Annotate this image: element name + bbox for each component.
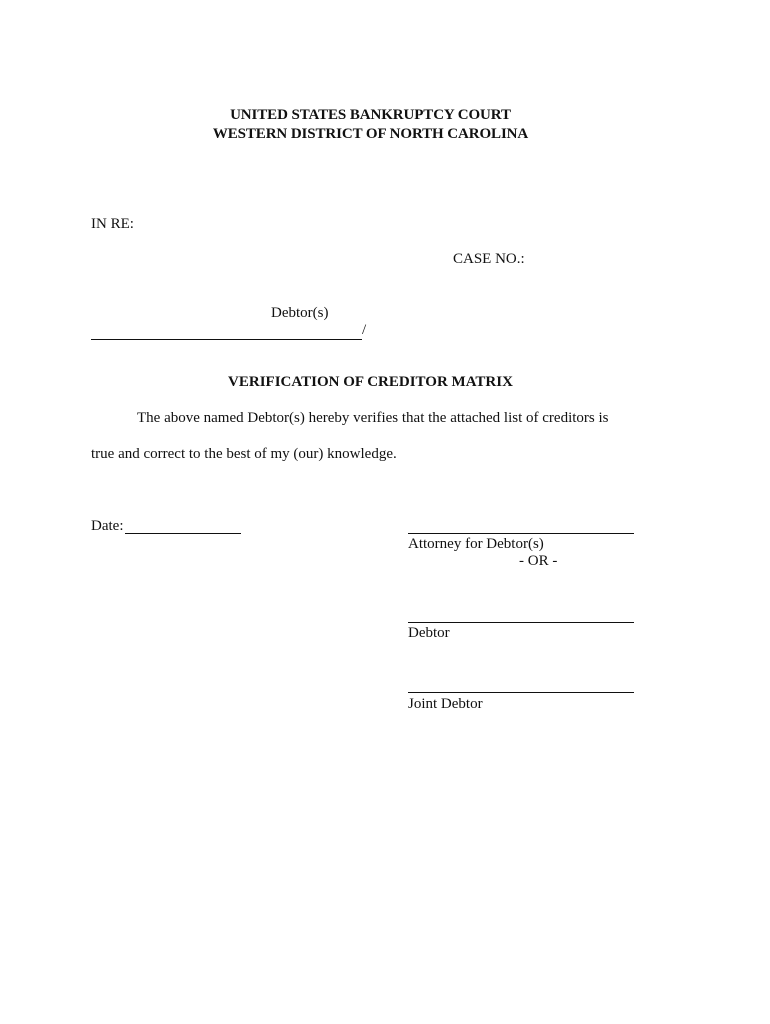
date-signature-line[interactable]: [125, 533, 241, 534]
debtor-signature-line[interactable]: [408, 622, 634, 623]
debtor-caption-label: Debtor(s): [271, 305, 329, 321]
joint-debtor-signature-label: Joint Debtor: [408, 696, 483, 712]
joint-debtor-signature-line[interactable]: [408, 692, 634, 693]
in-re-label: IN RE:: [91, 216, 134, 232]
court-district-line: WESTERN DISTRICT OF NORTH CAROLINA: [212, 126, 529, 142]
court-name-line: UNITED STATES BANKRUPTCY COURT: [230, 107, 511, 123]
verification-paragraph-line-2: true and correct to the best of my (our) knowledge.: [91, 446, 397, 462]
attorney-signature-label: Attorney for Debtor(s): [408, 536, 544, 552]
document-title: VERIFICATION OF CREDITOR MATRIX: [228, 374, 513, 390]
verification-paragraph-line-1: The above named Debtor(s) hereby verifies that the attached list of creditors is: [137, 410, 609, 426]
caption-underline: [91, 339, 362, 340]
caption-slash: /: [362, 322, 367, 338]
or-separator: - OR -: [519, 553, 558, 569]
attorney-signature-line[interactable]: [408, 533, 634, 534]
debtor-signature-label: Debtor: [408, 625, 450, 641]
date-label: Date:: [91, 518, 124, 534]
case-number-label: CASE NO.:: [453, 251, 525, 267]
